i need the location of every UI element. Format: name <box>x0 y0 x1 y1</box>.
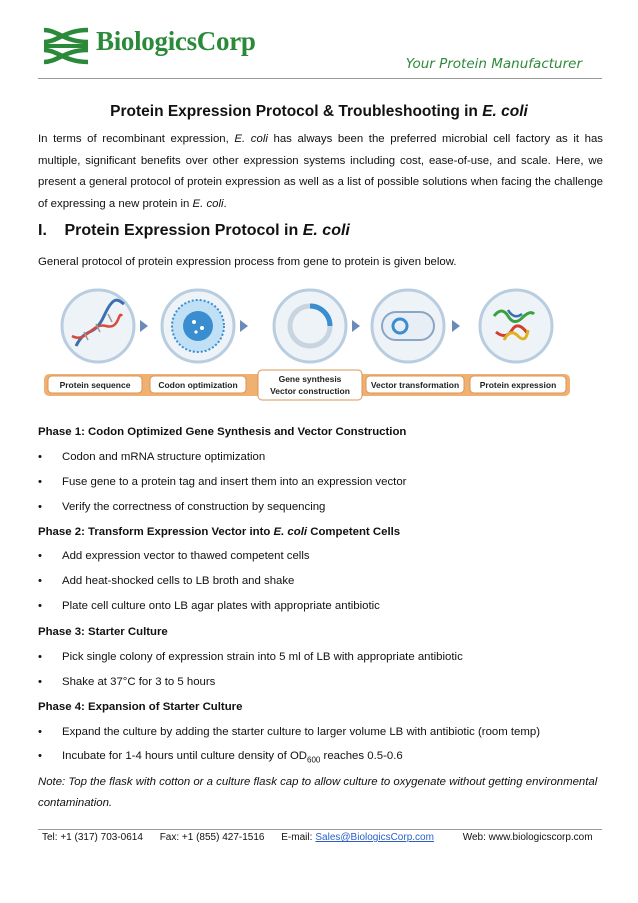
phase-prefix: Phase 1 <box>38 426 82 438</box>
intro-text-1: In terms of recombinant expression, <box>38 133 229 145</box>
ecoli-cell-icon <box>372 290 444 362</box>
section-organism: E. coli <box>302 222 350 239</box>
bullet-icon: • <box>38 550 42 562</box>
footer <box>42 832 607 843</box>
bullet-text: Add heat-shocked cells to LB broth and shake <box>62 575 295 587</box>
codon-cell-icon <box>162 290 234 362</box>
tagline: Your Protein Manufacturer <box>405 56 582 72</box>
list-item <box>38 651 598 665</box>
list-item <box>38 550 598 564</box>
list-item <box>38 676 598 690</box>
footer-email-label: E-mail: <box>281 832 313 843</box>
header-divider <box>38 78 602 79</box>
bullet-text: Fuse gene to a protein tag and insert them into an expression vector <box>62 476 407 488</box>
bullet-text: Pick single colony of expression strain into 5 ml of LB with appropriate antibiotic <box>62 651 463 663</box>
step-label-5: Protein expression <box>479 380 557 390</box>
step-label-4: Vector transformation <box>370 380 460 390</box>
section-number: I. <box>38 222 47 239</box>
workflow-diagram <box>38 286 604 404</box>
general-protocol-text: General protocol of protein expression process from gene to protein is given below. <box>38 256 457 268</box>
bullet-text: Codon and mRNA structure optimization <box>62 451 266 463</box>
bullet-icon: • <box>38 676 42 688</box>
footer-web[interactable]: Web: www.biologicscorp.com <box>462 832 593 843</box>
protein-structure-icon <box>480 290 552 362</box>
phase-heading <box>38 526 400 538</box>
bullet-icon: • <box>38 726 42 738</box>
arrow-icon <box>452 320 460 332</box>
section-title: Protein Expression Protocol in <box>64 222 299 239</box>
bullet-text: Shake at 37°C for 3 to 5 hours <box>62 676 216 688</box>
bullet-icon: • <box>38 501 42 513</box>
step-label-3a: Gene synthesis <box>278 374 342 384</box>
list-item <box>38 451 598 465</box>
title-text: Protein Expression Protocol & Troubleshooting in <box>110 103 478 120</box>
od-subscript: 600 <box>307 755 321 765</box>
bullet-text: Expand the culture by adding the starter culture to larger volume LB with antibiotic (room temp) <box>62 726 541 738</box>
bullet-text: Plate cell culture onto LB agar plates with appropriate antibiotic <box>62 600 380 612</box>
intro-text-2: has always been the preferred microbial cell factory as it has multiple, significant benefits over other expression systems including cost, ease-of-use, and scale. Here, we present a general protocol of protein expression as well as a list of possible solutions when facing the challenge of expressing a new protein in <box>38 133 603 210</box>
arrow-icon <box>140 320 148 332</box>
step-label-3b: Vector construction <box>270 386 350 396</box>
title-organism: E. coli <box>482 103 528 120</box>
section-heading <box>38 222 350 240</box>
bullet-icon: • <box>38 451 42 463</box>
list-item <box>38 501 598 515</box>
footer-fax: Fax: +1 (855) 427-1516 <box>159 832 265 843</box>
brand-logo <box>40 22 256 68</box>
bullet-icon: • <box>38 600 42 612</box>
phase-heading <box>38 426 406 438</box>
bullet-icon: • <box>38 476 42 488</box>
dna-helix-icon <box>62 290 134 362</box>
bullet-text <box>62 750 403 764</box>
footer-divider <box>38 829 602 830</box>
phase-heading: Phase 3: Starter Culture <box>38 626 168 638</box>
bullet-icon: • <box>38 575 42 587</box>
bullet-icon: • <box>38 651 42 663</box>
note-text: Note: Top the flask with cotton or a culture flask cap to allow culture to oxygenate without getting environmental contamination. <box>38 776 598 809</box>
footer-email-link[interactable]: Sales@BiologicsCorp.com <box>315 832 434 843</box>
intro-organism: E. coli <box>234 133 268 145</box>
list-item <box>38 600 598 614</box>
list-item <box>38 575 598 589</box>
intro-organism-2: E. coli <box>192 197 224 210</box>
phase-heading: Phase 4: Expansion of Starter Culture <box>38 701 243 713</box>
od-text-before: Incubate for 1-4 hours until culture density of OD <box>62 750 308 762</box>
arrow-icon <box>240 320 248 332</box>
step-label-1: Protein sequence <box>59 380 131 390</box>
od-text-after: reaches 0.5-0.6 <box>320 750 403 762</box>
document-title <box>0 103 638 121</box>
footer-tel: Tel: +1 (317) 703-0614 <box>42 832 143 843</box>
bullet-text: Verify the correctness of construction by sequencing <box>62 501 326 513</box>
phase-title: : Transform Expression Vector into <box>81 526 271 538</box>
list-item <box>38 476 598 490</box>
phase-title-suffix: Competent Cells <box>310 526 401 538</box>
list-item <box>38 726 598 740</box>
step-label-2: Codon optimization <box>158 380 238 390</box>
list-item <box>38 750 598 764</box>
phase-title: : Codon Optimized Gene Synthesis and Vector Construction <box>81 426 407 438</box>
brand-name: BiologicsCorp <box>96 26 256 56</box>
bullet-icon: • <box>38 750 42 762</box>
phase-prefix: Phase 2 <box>38 526 82 538</box>
intro-paragraph <box>38 129 603 215</box>
arrow-icon <box>352 320 360 332</box>
intro-end: . <box>223 197 227 210</box>
dna-logo-icon <box>40 22 94 68</box>
plasmid-icon <box>274 290 346 362</box>
bullet-text: Add expression vector to thawed competent cells <box>62 550 310 562</box>
phase-organism: E. coli <box>273 526 308 538</box>
